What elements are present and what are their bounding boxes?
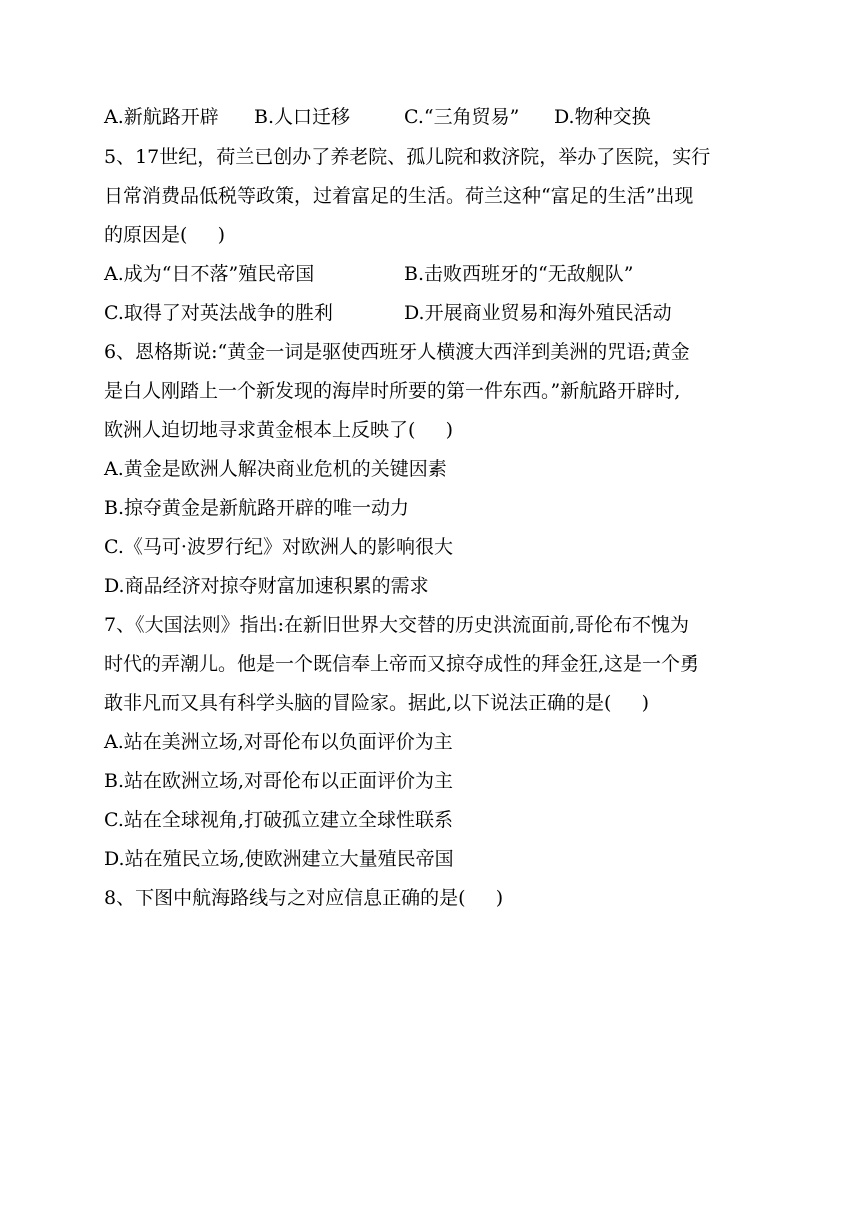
- q5-option-c: C.取得了对英法战争的胜利: [104, 302, 333, 324]
- q7-option-a: A.站在美洲立场,对哥伦布以负面评价为主: [104, 731, 453, 753]
- q6-stem-line-3: 欧洲人迫切地寻求黄金根本上反映了( ): [104, 419, 454, 441]
- q6-stem-line-2: 是白人刚踏上一个新发现的海岸时所要的第一件东西。”新航路开辟时,: [104, 380, 681, 402]
- q4-option-b: B.人口迁移: [254, 106, 351, 128]
- q5-stem-line-2: 日常消费品低税等政策，过着富足的生活。荷兰这种“富足的生活”出现: [104, 185, 694, 207]
- q7-option-b: B.站在欧洲立场,对哥伦布以正面评价为主: [104, 770, 454, 792]
- q7-stem-line-3: 敢非凡而又具有科学头脑的冒险家。据此,以下说法正确的是( ): [104, 692, 650, 714]
- q6-stem-line-1: 6、恩格斯说:“黄金一词是驱使西班牙人横渡大西洋到美洲的咒语;黄金: [104, 341, 690, 363]
- q5-stem-line-3: 的原因是( ): [104, 224, 226, 246]
- q7-option-c: C.站在全球视角,打破孤立建立全球性联系: [104, 809, 453, 831]
- q6-option-c: C.《马可·波罗行纪》对欧洲人的影响很大: [104, 536, 453, 558]
- q4-option-a: A.新航路开辟: [104, 106, 219, 128]
- q5-option-d: D.开展商业贸易和海外殖民活动: [404, 302, 672, 324]
- q7-stem-line-1: 7、《大国法则》指出:在新旧世界大交替的历史洪流面前,哥伦布不愧为: [104, 614, 690, 636]
- q4-option-d: D.物种交换: [554, 106, 651, 128]
- q4-option-c: C.“三角贸易”: [404, 106, 520, 128]
- q6-option-a: A.黄金是欧洲人解决商业危机的关键因素: [104, 458, 447, 480]
- q8-stem-line-1: 8、下图中航海路线与之对应信息正确的是( ): [104, 887, 504, 909]
- q5-option-b: B.击败西班牙的“无敌舰队”: [404, 263, 634, 285]
- q6-option-b: B.掠夺黄金是新航路开辟的唯一动力: [104, 497, 410, 519]
- q7-option-d: D.站在殖民立场,使欧洲建立大量殖民帝国: [104, 848, 454, 870]
- q5-stem-line-1: 5、17世纪，荷兰已创办了养老院、孤儿院和救济院，举办了医院，实行: [104, 146, 711, 168]
- q5-option-a: A.成为“日不落”殖民帝国: [104, 263, 315, 285]
- q6-option-d: D.商品经济对掠夺财富加速积累的需求: [104, 575, 429, 597]
- q7-stem-line-2: 时代的弄潮儿。他是一个既信奉上帝而又掠夺成性的拜金狂,这是一个勇: [104, 653, 700, 675]
